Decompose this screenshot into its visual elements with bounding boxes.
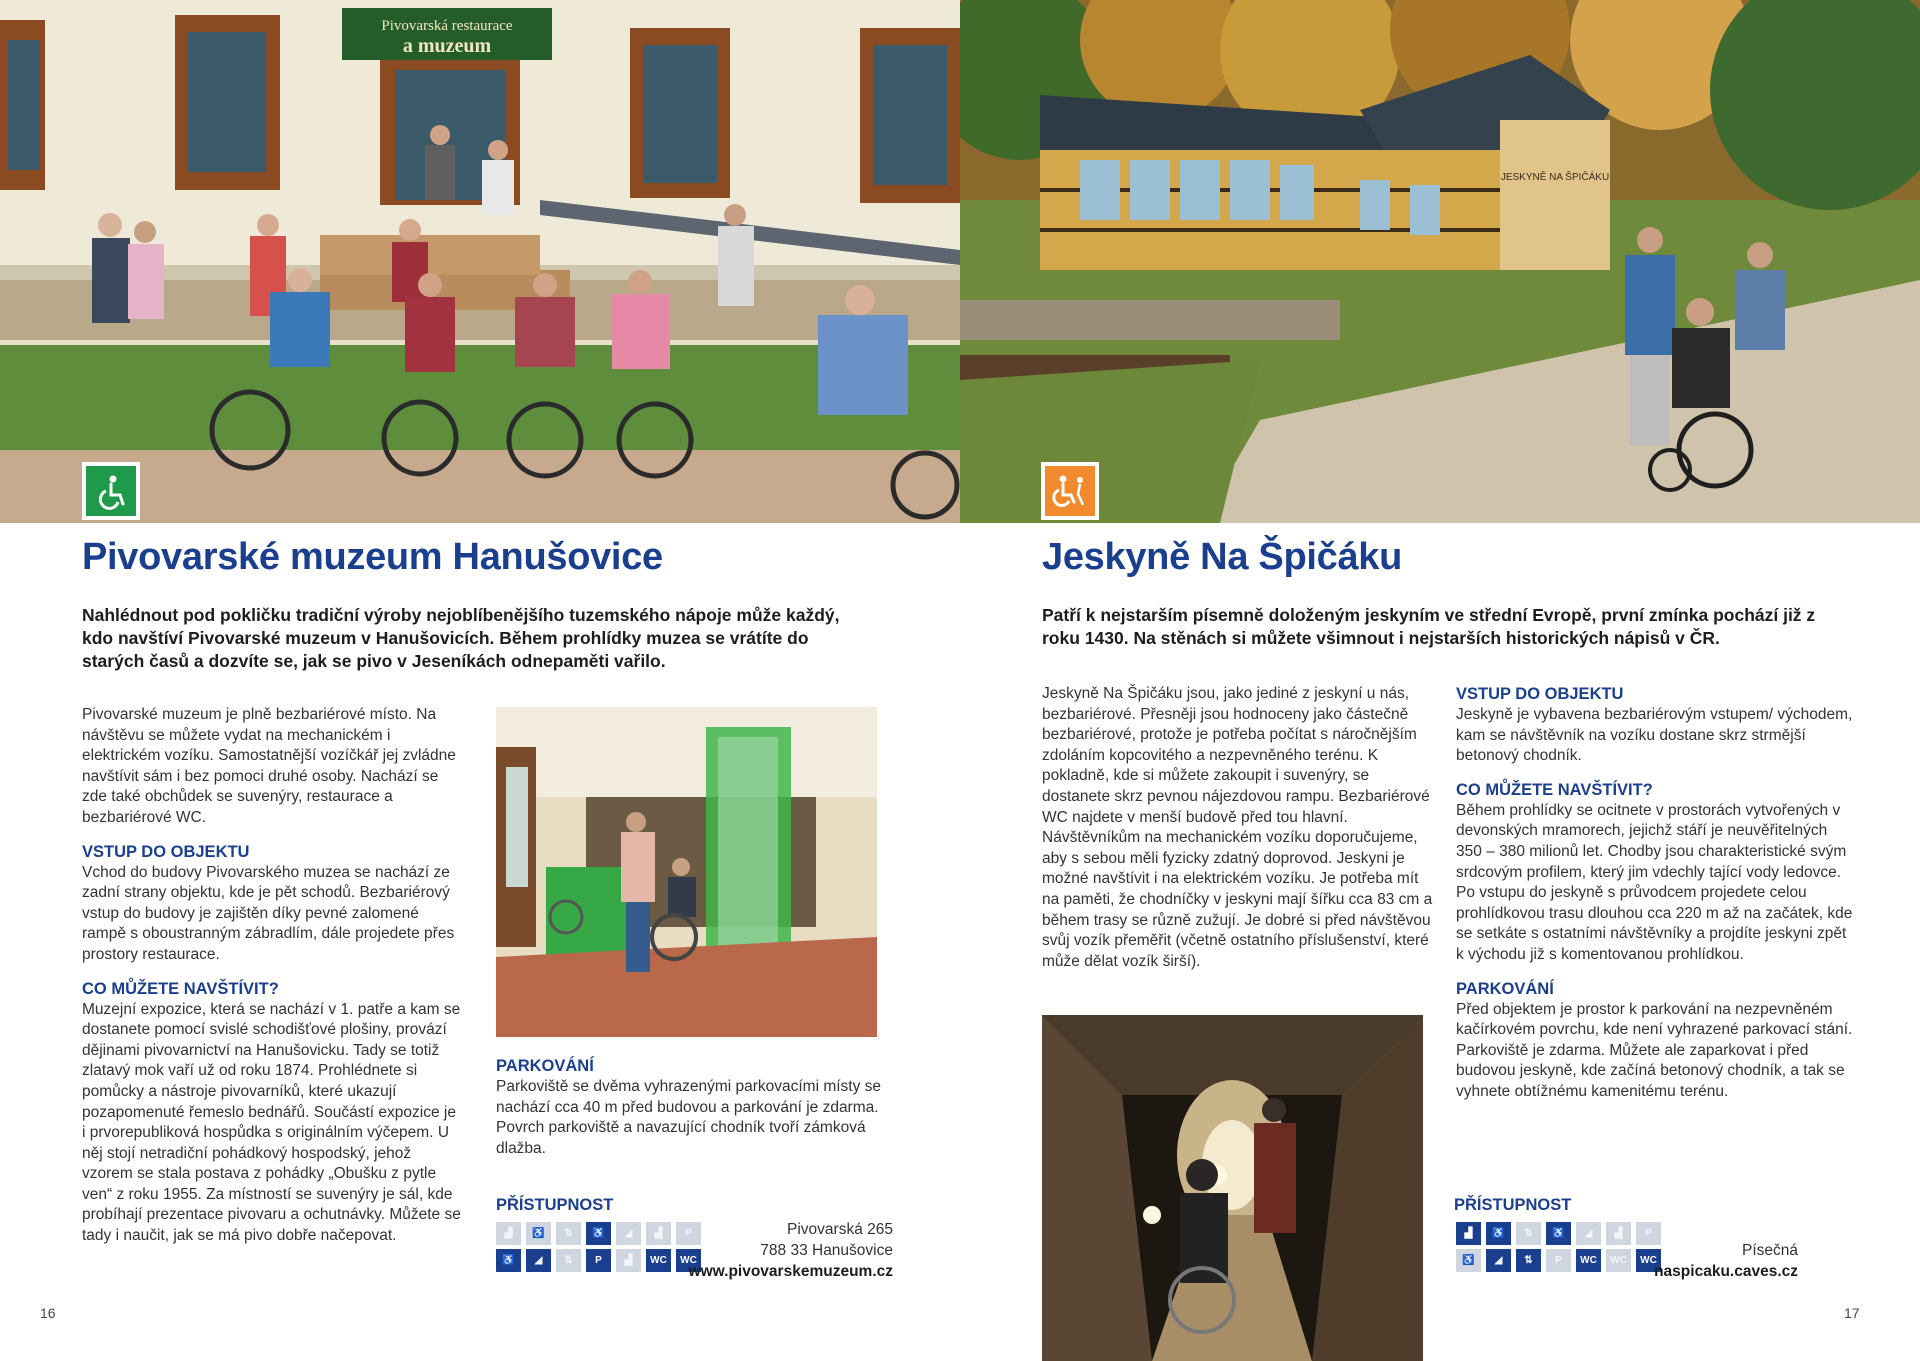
visit-paragraph: Během prohlídky se ocitnete v prostorách vytvořených v devonských mramorech, jejichž stáří je neuvěřitelných 350 – 380 milionů let. Chodby jsou charakteristické svým srdcovým profilem, který jim vdechly tající vody ledovce. Po vstupu do jeskyně s průvodcem projedete celou prohlídkovou trasu dlouhou cca 220 m až na začátek, kde se setkáte s ostatními návštěvníky a projdíte jeskyni zpět k východu již s komentovanou prohlídkou. <box>1456 801 1853 963</box>
step-free-icon: ▟ <box>616 1249 641 1272</box>
page-title: Jeskyně Na Špičáku <box>1042 536 1403 578</box>
lift-icon: ⇅ <box>556 1222 581 1245</box>
ramp-icon: ◢ <box>526 1249 551 1272</box>
stairs-icon: ▟ <box>646 1222 671 1245</box>
step-free-icon: ▟ <box>1456 1222 1481 1245</box>
visit-paragraph: Muzejní expozice, která se nachází v 1. patře a kam se dostanete pomocí svislé schodišťové plošiny, provází dějinami pivovarnictví na Hanušovicku. Tady se totiž zlatavý mok vaří už od roku 1874. Prohlédnete si pomůcky a nástroje pivovarníků, které ukazují pozapomenuté řemeslo bednářů. Součástí expozice je i prvorepubliková hospůdka s originálním výčepem. U něj stojí netradiční pohádkový hospodský, jehož vzorem se stala postava z pohádky „Obušku z pytle ven“ z roku 1955. Za místností se suvenýry je sál, kde probíhají prezentace pivovaru a ochutnávky. Můžete se tady i naučit, jak se má pivo dobře načepovat. <box>82 1000 461 1245</box>
ramp-icon: ◢ <box>1576 1222 1601 1245</box>
page-number: 17 <box>1844 1305 1860 1321</box>
step-free-icon: ▟ <box>496 1222 521 1245</box>
intro-paragraph: Jeskyně Na Špičáku jsou, jako jediné z jeskyní u nás, bezbariérové. Přesněji jsou hodnoceny jako částečně bezbariérové, protože je potřeba počítat s náročnějším zdoláním kopcovitého a nezpevněného terénu. K pokladně, kde si můžete zakoupit i suvenýry, se dostanete skrz pevnou nájezdovou rampu. Bezbariérové WC najdete v menší budově před tou hlavní. Návštěvníkům na mechanickém vozíku doporučujeme, aby s sebou měli fyzicky zdatný doprovod. Jeskyni je možné navštívit i na elektrickém vozíku. Je potřeba mít na paměti, že chodníčky v jeskyni mají šířku cca 83 cm a během trasy se různě zužují. Je dobré si před návštěvou svůj vozík přeměřit (včetně ostatního příslušenství, které může dělat vozík širší). <box>1042 685 1433 970</box>
hero-sign-line1: Pivovarská restaurace <box>381 18 513 34</box>
wheelchair-assist-icon: ♿ <box>496 1249 521 1272</box>
access-heading: PŘÍSTUPNOST <box>1454 1196 1572 1214</box>
entry-heading: VSTUP DO OBJEKTU <box>82 842 250 861</box>
parking-icon: P <box>1636 1222 1661 1245</box>
wheelchair-icon: ♿ <box>1486 1222 1511 1245</box>
parking-paragraph: Před objektem je prostor k parkování na nezpevněném kačírkovém povrchu, kde není vyhrazené parkovací stání. Parkoviště je zdarma. Můžete ale zaparkovat i před budovou jeskyně, kde začíná betonový chodník, a tak se vyhnete obtížnému kamenitému terénu. <box>1456 1000 1853 1100</box>
visit-heading: CO MŮŽETE NAVŠTÍVIT? <box>82 979 279 998</box>
assisted-access-badge <box>1041 462 1099 520</box>
parking-paragraph: Parkoviště se dvěma vyhrazenými parkovacími místy se nachází cca 40 m před budovou a parkování je zdarma. Povrch parkoviště a navazující chodník tvoří zámková dlažba. <box>496 1078 882 1157</box>
right-page <box>960 0 1920 1361</box>
entry-paragraph: Jeskyně je vybavena bezbariérovým vstupem/ východem, kam se návštěvník na vozíku dostane skrz strmější betonový chodník. <box>1456 706 1853 765</box>
lift-icon: ⇅ <box>1516 1222 1541 1245</box>
wc-icon: WC <box>676 1249 701 1272</box>
wc-icon: WC <box>1576 1249 1601 1272</box>
toilet-icon: ♿ <box>1546 1222 1571 1245</box>
lift-icon: ⇅ <box>1516 1249 1541 1272</box>
parking-icon: P <box>586 1249 611 1272</box>
lead-paragraph: Nahlédnout pod pokličku tradiční výroby nejoblíbenějšího tuzemského nápoje může každý, kdo navštíví Pivovarské muzeum v Hanušovicích. Během prohlídky muzea se vrátíte do starých časů a dozvíte se, jak se pivo v Jeseníkách odnepaměti vařilo. <box>82 605 840 671</box>
assisted-wheelchair-icon <box>1050 471 1090 511</box>
wc-icon: WC <box>646 1249 671 1272</box>
visit-heading: CO MŮŽETE NAVŠTÍVIT? <box>1456 780 1653 799</box>
ramp-icon: ◢ <box>1486 1249 1511 1272</box>
wheelchair-icon: ♿ <box>526 1222 551 1245</box>
main-text-column <box>82 705 462 1247</box>
lead-paragraph: Patří k nejstarším písemně doloženým jeskyním ve střední Evropě, první zmínka pochází již z roku 1430. Na stěnách si můžete všimnout i nejstarších historických nápisů v ČR. <box>1042 605 1816 648</box>
entry-heading: VSTUP DO OBJEKTU <box>1456 685 1624 703</box>
main-text-column <box>1042 684 1437 972</box>
parking-icon: P <box>676 1222 701 1245</box>
parking-heading: PARKOVÁNÍ <box>496 1057 594 1075</box>
website-link[interactable]: www.pivovarskemuzeum.cz <box>688 1263 893 1280</box>
wheelchair-icon <box>91 471 131 511</box>
address-street: Písečná <box>1741 1242 1798 1259</box>
address-city: 788 33 Hanušovice <box>760 1242 893 1259</box>
toilet-icon: ♿ <box>586 1222 611 1245</box>
cave-tunnel-photo <box>1042 1015 1423 1361</box>
ramp-icon: ◢ <box>616 1222 641 1245</box>
building-sign: JESKYNĚ NA ŠPIČÁKU <box>1500 172 1610 183</box>
museum-interior-photo <box>496 707 877 1037</box>
intro-paragraph: Pivovarské muzeum je plně bezbariérové místo. Na návštěvu se můžete vydat na mechanickém i elektrickém vozíku. Samostatnější vozíčkář jej zvládne navštívit sám i bez pomoci druhé osoby. Nachází se zde také obchůdek se suvenýry, restaurace a bezbariérové WC. <box>82 706 456 826</box>
stairs-icon: ▟ <box>1606 1222 1631 1245</box>
wc-icon: WC <box>1606 1249 1631 1272</box>
parking-heading: PARKOVÁNÍ <box>1456 979 1554 998</box>
page-title: Pivovarské muzeum Hanušovice <box>82 536 663 578</box>
address-street: Pivovarská 265 <box>787 1221 893 1238</box>
parking-section <box>496 1055 886 1159</box>
address-block <box>1610 1240 1798 1282</box>
website-link[interactable]: naspicaku.caves.cz <box>1654 1263 1798 1280</box>
hero-photo-cave-building <box>960 0 1920 523</box>
wheelchair-access-badge <box>82 462 140 520</box>
lift-icon: ⇅ <box>556 1249 581 1272</box>
page-number: 16 <box>40 1305 56 1321</box>
right-text-column <box>1456 683 1856 1103</box>
entry-paragraph: Vchod do budovy Pivovarského muzea se nachází ze zadní strany objektu, kde je pět schodů. Bezbariérový vstup do budovy je zajištěn díky pevné zalomené rampě s oboustranným zábradlím, dále projedete přes prostory restaurace. <box>82 863 455 963</box>
access-heading: PŘÍSTUPNOST <box>496 1196 614 1214</box>
parking-icon: P <box>1546 1249 1571 1272</box>
wc-icon: WC <box>1636 1249 1661 1272</box>
hero-sign-line2: a muzeum <box>402 35 492 57</box>
hero-photo-brewery-museum <box>0 0 960 523</box>
address-block <box>640 1219 893 1282</box>
wheelchair-assist-icon: ♿ <box>1456 1249 1481 1272</box>
